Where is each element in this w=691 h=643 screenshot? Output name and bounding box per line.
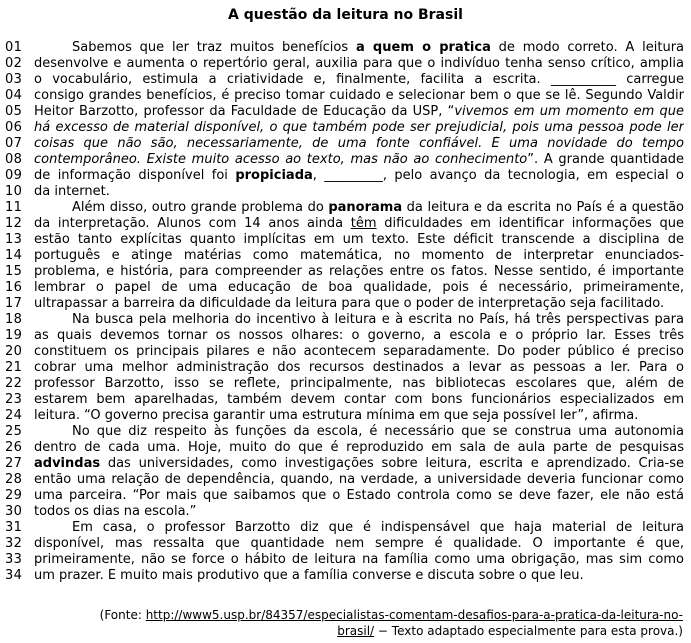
fill-in-blank: __________	[550, 72, 616, 87]
line-number: 06	[5, 120, 23, 135]
line-number: 29	[5, 488, 23, 503]
line-text: uma parceira. “Por mais que saibamos que o Estado controla como se deve fazer, ele não está	[34, 488, 684, 503]
line-number: 16	[5, 280, 23, 295]
line-text: leitura. “O governo precisa garantir uma estrutura mínima em que seja possível ler”, afirma.	[34, 408, 639, 423]
text-line-31	[0, 520, 691, 536]
text-line-28	[0, 472, 691, 488]
text-line-13	[0, 232, 691, 248]
line-number: 15	[5, 264, 23, 279]
text-line-16	[0, 280, 691, 296]
line-number: 17	[5, 296, 23, 311]
line-number: 11	[5, 200, 23, 215]
text-line-22	[0, 376, 691, 392]
line-text: professor Barzotto, isso se reflete, principalmente, nas bibliotecas escolares que, além de	[34, 376, 684, 391]
line-number: 07	[5, 136, 23, 151]
line-text: problema, e história, para compreender as relações entre os fatos. Nesse sentido, é importante	[34, 264, 684, 279]
quote-italic: vivemos em um momento em que	[454, 104, 684, 119]
text-line-17	[0, 296, 691, 312]
text-line-12	[0, 216, 691, 232]
text-line-14	[0, 248, 691, 264]
line-number: 10	[5, 184, 23, 199]
line-number: 28	[5, 472, 23, 487]
line-text: português e atinge matérias como matemática, no momento de interpretar enunciados-	[34, 248, 684, 263]
line-text: então uma relação de dependência, quando, na verdade, a universidade deveria funcionar como	[34, 472, 684, 487]
line-number: 02	[5, 56, 23, 71]
fill-in-blank: _________	[324, 168, 383, 183]
line-text: as quais devemos tornar os nossos olhares: o governo, a escola e o próprio lar. Esses três	[34, 328, 684, 343]
line-text: dentro de cada uma. Hoje, muito do que é reproduzido em sala de aula parte de pesquisas	[34, 440, 684, 455]
line-text: Em casa, o professor Barzotto diz que é indispensável que haja material de leitura	[72, 520, 684, 535]
line-number: 03	[5, 72, 23, 87]
line-number: 26	[5, 440, 23, 455]
line-text: estarem bem aparelhadas, também devem contar com bons funcionários especializados em	[34, 392, 684, 407]
text-line-30	[0, 504, 691, 520]
document-title: A questão da leitura no Brasil	[228, 7, 463, 23]
quote-italic: contemporâneo. Existe muito acesso ao texto, mas não ao conhecimento	[34, 152, 528, 167]
line-text: advindas das universidades, como investigações sobre leitura, escrita e aprendizado. Cria-se	[34, 456, 684, 471]
line-text: o vocabulário, estimula a criatividade e, finalmente, facilita a escrita. __________ carregue	[34, 72, 684, 87]
line-text: constituem os principais pilares e não acontecem separadamente. Do poder público é preciso	[34, 344, 684, 359]
line-text: contemporâneo. Existe muito acesso ao texto, mas não ao conhecimento”. A grande quantidade	[34, 152, 684, 167]
line-text: Heitor Barzotto, professor da Faculdade de Educação da USP, “vivemos em um momento em que	[34, 104, 684, 119]
line-text: ultrapassar a barreira da dificuldade da leitura para que o poder de interpretação seja facilitado.	[34, 296, 665, 311]
line-text: Além disso, outro grande problema do panorama da leitura e da escrita no País é a questão	[72, 200, 684, 215]
text-line-27	[0, 456, 691, 472]
line-text: Sabemos que ler traz muitos benefícios a quem o pratica de modo correto. A leitura	[72, 40, 684, 55]
numbered-text	[0, 40, 691, 584]
text-line-02	[0, 56, 691, 72]
bold-word: propiciada	[235, 168, 313, 183]
line-number: 24	[5, 408, 23, 423]
bold-phrase: a quem o pratica	[355, 40, 491, 55]
underlined-word: têm	[350, 216, 377, 231]
text-line-23	[0, 392, 691, 408]
line-number: 14	[5, 248, 23, 263]
line-number: 23	[5, 392, 23, 407]
line-text: desenvolve e aumenta o repertório geral, auxilia para que o indivíduo tenha senso crítico, amplia	[34, 56, 684, 71]
source-link-continuation[interactable]: brasil/	[337, 624, 375, 638]
text-line-07	[0, 136, 691, 152]
line-number: 08	[5, 152, 23, 167]
text-line-24	[0, 408, 691, 424]
text-line-34	[0, 568, 691, 584]
text-line-19	[0, 328, 691, 344]
line-text: cobrar uma melhor administração dos recursos destinados a levar as pessoas a ler. Para o	[34, 360, 684, 375]
line-number: 05	[5, 104, 23, 119]
line-text: um prazer. É muito mais produtivo que a família converse e discuta sobre o que leu.	[34, 568, 584, 583]
text-line-29	[0, 488, 691, 504]
line-number: 19	[5, 328, 23, 343]
source-citation: (Fonte: http://www5.usp.br/84357/especialistas-comentam-desafios-para-a-pratica-da-leitura-no- brasil/ − Texto adaptado especialmente para esta prova.)	[99, 608, 683, 638]
line-text: No que diz respeito às funções da escola, é necessário que se construa uma autonomia	[72, 424, 684, 439]
text-line-01	[0, 40, 691, 56]
text-line-20	[0, 344, 691, 360]
line-text: coisas que não são, necessariamente, de uma fonte confiável. É uma novidade do tempo	[34, 136, 684, 151]
line-number: 21	[5, 360, 23, 375]
line-number: 13	[5, 232, 23, 247]
text-line-21	[0, 360, 691, 376]
line-number: 04	[5, 88, 23, 103]
line-number: 18	[5, 312, 23, 327]
line-number: 34	[5, 568, 23, 583]
line-number: 25	[5, 424, 23, 439]
text-line-26	[0, 440, 691, 456]
line-text: disponível, mas ressalta que quantidade nem sempre é qualidade. O importante é que,	[34, 536, 684, 551]
line-number: 09	[5, 168, 23, 183]
text-line-05	[0, 104, 691, 120]
text-line-33	[0, 552, 691, 568]
line-text: primeiramente, não se force o hábito de leitura na família como uma obrigação, mas sim como	[34, 552, 684, 567]
text-line-11	[0, 200, 691, 216]
line-text: Na busca pela melhoria do incentivo à leitura e à escrita no País, há três perspectivas para	[72, 312, 684, 327]
line-number: 12	[5, 216, 23, 231]
text-line-06	[0, 120, 691, 136]
line-number: 31	[5, 520, 23, 535]
source-link[interactable]: http://www5.usp.br/84357/especialistas-comentam-desafios-para-a-pratica-da-leitura-no-	[145, 608, 683, 622]
line-number: 01	[5, 40, 23, 55]
text-line-08	[0, 152, 691, 168]
line-number: 22	[5, 376, 23, 391]
line-text: estão tanto explícitas quanto implícitas em um texto. Este déficit transcende a disciplina de	[34, 232, 684, 247]
line-text: todos os dias na escola.”	[34, 504, 197, 519]
text-line-03	[0, 72, 691, 88]
line-number: 30	[5, 504, 23, 519]
line-text: há excesso de material disponível, o que também pode ser prejudicial, pois uma pessoa pode ler	[34, 120, 684, 135]
line-number: 32	[5, 536, 23, 551]
line-text: consigo grandes benefícios, é preciso tomar cuidado e selecionar bem o que se lê. Segundo Valdir	[34, 88, 684, 103]
line-text: da internet.	[34, 184, 110, 199]
text-line-04	[0, 88, 691, 104]
line-text: de informação disponível foi propiciada, _________, pelo avanço da tecnologia, em especial o	[34, 168, 684, 183]
bold-word: advindas	[34, 456, 101, 471]
line-number: 20	[5, 344, 23, 359]
line-text: lembrar o papel de uma educação de boa qualidade, pois é necessário, primeiramente,	[34, 280, 684, 295]
text-line-15	[0, 264, 691, 280]
line-number: 33	[5, 552, 23, 567]
text-line-32	[0, 536, 691, 552]
text-line-18	[0, 312, 691, 328]
text-line-10	[0, 184, 691, 200]
text-line-09	[0, 168, 691, 184]
bold-word: panorama	[328, 200, 403, 215]
line-number: 27	[5, 456, 23, 471]
line-text: da interpretação. Alunos com 14 anos ainda têm dificuldades em identificar informações que	[34, 216, 684, 231]
text-line-25	[0, 424, 691, 440]
